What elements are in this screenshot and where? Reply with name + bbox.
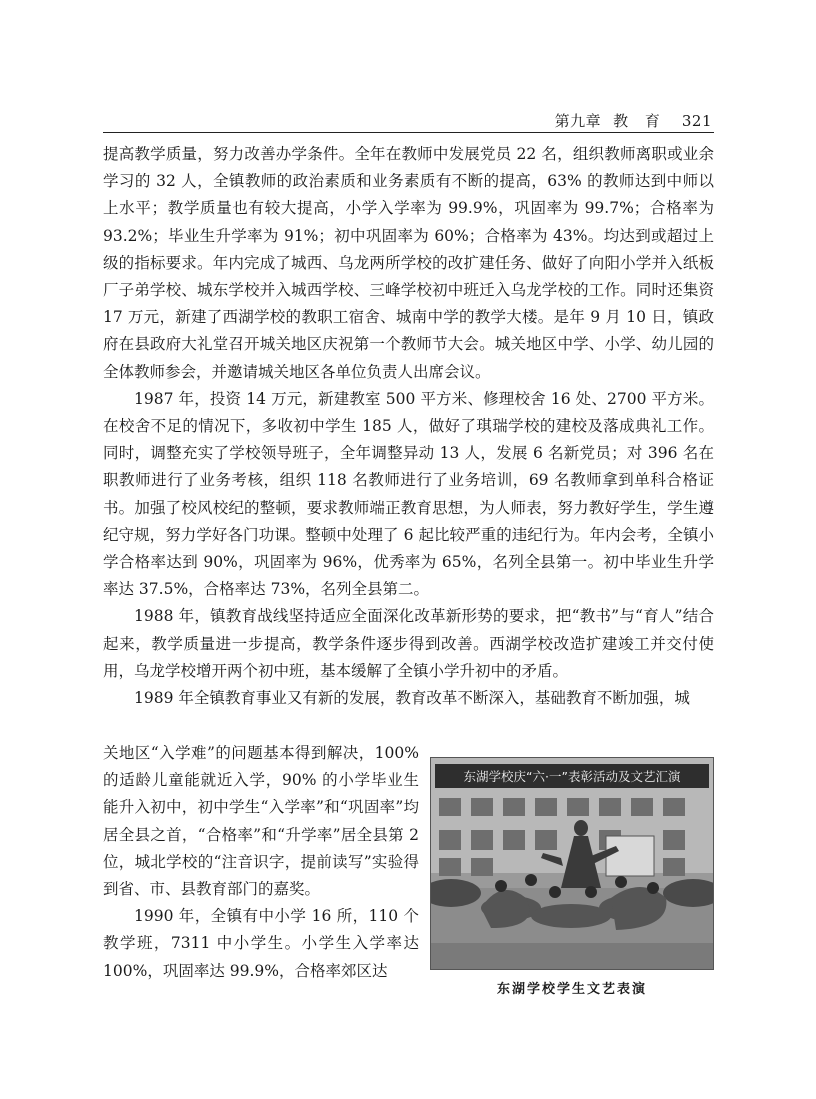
paragraph: 1990 年，全镇有中小学 16 所，110 个教学班，7311 中小学生。小学生入学率达 100%，巩固率达 99.9%，合格率郊区达 <box>103 907 419 980</box>
wrapped-text <box>103 740 419 985</box>
paragraph: 1987 年，投资 14 万元，新建教室 500 平方米、修理校舍 16 处、2700 平方米。在校舍不足的情况下，多收初中学生 185 人，做好了琪瑞学校的建校及落成典礼工作。同时，调整充实了学校领导班子，全年调整异动 13 人，发展 6 名新党员；对 396 名在职教师进行了业务考核，组织 118 名教师进行了业务培训，69 名教师拿到单科合格证书。加强了校风校纪的整顿，要求教师端正教育思想，为人师表，努力教好学生，学生遵纪守规，努力学好各门功课。整顿中处理了 6 起比较严重的违纪行为。年内会考，全镇小学合格率达到 90%，巩固率为 96%，优秀率为 65%，名列全县第一。初中毕业生升学率达 37.5%，合格率达 73%，名列全县第二。 <box>103 389 714 599</box>
page-number: 321 <box>681 112 712 130</box>
performance-photo <box>430 757 714 970</box>
photo-caption: 东湖学校学生文艺表演 <box>496 982 647 997</box>
header-rule <box>103 132 714 133</box>
banner-text: 东湖学校庆“六·一”表彰活动及文艺汇演 <box>463 769 681 784</box>
paragraph: 关地区“入学难”的问题基本得到解决，100% 的适龄儿童能就近入学，90% 的小学毕业生能升入初中，初中学生“入学率”和“巩固率”均居全县之首，“合格率”和“升学率”居全县第 2 位，城北学校的“注音识字，提前读写”实验得到省、市、县教育部门的嘉奖。 <box>103 744 419 899</box>
running-header <box>103 110 712 131</box>
section-title: 教 育 <box>613 112 666 130</box>
body-text <box>103 141 714 712</box>
paragraph: 提高教学质量，努力改善办学条件。全年在教师中发展党员 22 名，组织教师离职或业余学习的 32 人，全镇教师的政治素质和业务素质有不断的提高，63% 的教师达到中师以上水平；教学质量也有较大提高，小学入学率为 99.9%，巩固率为 99.7%；合格率为 93.2%；毕业生升学率为 91%；初中巩固率为 60%；合格率为 43%。均达到或超过上级的指标要求。年内完成了城西、乌龙两所学校的改扩建任务、做好了向阳小学并入纸板厂子弟学校、城东学校并入城西学校、三峰学校初中班迁入乌龙学校的工作。同时还集资 17 万元，新建了西湖学校的教职工宿舍、城南中学的教学大楼。是年 9 月 10 日，镇政府在县政府大礼堂召开城关地区庆祝第一个教师节大会。城关地区中学、小学、幼儿园的全体教师参会，并邀请城关地区各单位负责人出席会议。 <box>103 145 714 381</box>
paragraph: 1989 年全镇教育事业又有新的发展，教育改革不断深入，基础教育不断加强，城 <box>134 689 690 708</box>
paragraph: 1988 年，镇教育战线坚持适应全面深化改革新形势的要求，把“教书”与“育人”结合起来，教学质量进一步提高，教学条件逐步得到改善。西湖学校改造扩建竣工并交付使用，乌龙学校增开两个初中班，基本缓解了全镇小学升初中的矛盾。 <box>103 607 714 680</box>
photo-illustration <box>431 758 713 969</box>
chapter-label: 第九章 <box>554 112 602 130</box>
